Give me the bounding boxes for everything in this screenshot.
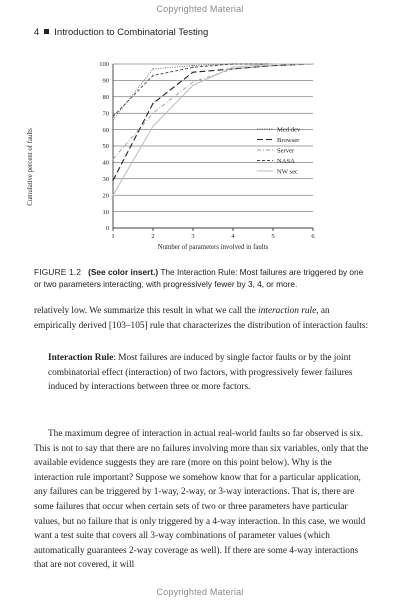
y-tick-label: 10 bbox=[102, 208, 109, 216]
interaction-rule-statement bbox=[48, 351, 366, 395]
copyright-watermark-bottom: Copyrighted Material bbox=[156, 587, 244, 597]
data-point bbox=[192, 65, 193, 66]
y-tick-label: 70 bbox=[102, 110, 109, 118]
data-point bbox=[152, 68, 153, 69]
x-tick-label: 6 bbox=[311, 233, 315, 240]
x-tick-label: 2 bbox=[151, 233, 155, 240]
x-axis-title: Number of parameters involved in faults bbox=[157, 244, 269, 251]
para1-text-end: , an empirically derived [103–105] rule that characterizes the distribution of interaction faults: bbox=[34, 306, 369, 331]
y-tick-label: 100 bbox=[99, 61, 109, 69]
y-tick-label: 30 bbox=[102, 176, 109, 183]
data-point bbox=[312, 63, 313, 64]
legend-label: Med dev bbox=[277, 126, 301, 134]
chapter-title: Introduction to Combinatorial Testing bbox=[54, 27, 209, 38]
legend-label: Server bbox=[277, 147, 295, 155]
data-point bbox=[112, 116, 113, 117]
y-tick-label: 50 bbox=[102, 143, 109, 151]
y-tick-label: 20 bbox=[102, 192, 109, 200]
cumulative-faults-chart bbox=[20, 52, 340, 262]
y-tick-label: 40 bbox=[102, 159, 109, 167]
y-tick-label: 0 bbox=[105, 225, 109, 233]
legend-label: Browser bbox=[277, 136, 300, 144]
data-point bbox=[112, 180, 113, 181]
figure-label: FIGURE 1.2 bbox=[34, 267, 82, 277]
y-tick-label: 90 bbox=[102, 77, 109, 85]
caption-text: The Interaction Rule: Most failures are triggered by one or two parameters interacting, with progressively fewer by 3, 4, or more. bbox=[34, 267, 364, 289]
interaction-rule-term: interaction rule bbox=[258, 306, 317, 316]
para1-text-start: relatively low. We summarize this result in what we call the bbox=[34, 306, 259, 316]
data-point bbox=[112, 119, 113, 120]
data-point bbox=[272, 63, 273, 64]
legend-label: NASA bbox=[277, 157, 295, 165]
body-paragraph-2: The maximum degree of interaction in actual real-world faults so far observed is six. This is not to say that there are no failures involving more than six variables, only that the available evidence suggests they are rare (more on this point below). Why is the interaction rule important? Suppose we somehow know that for a particular application, any failures can be triggered by 1-way, 2-way, or 3-way interactions. That is, there are some failures that occur when certain sets of two or three parameters have particular values, but no failure that is only triggered by a 4-way interaction. In this case, we would want a test suite that covers all 3-way combinations of parameter values (which automatically guarantees 2-way coverage as well). If there are some 4-way interactions that are not covered, it will bbox=[34, 429, 369, 571]
copyright-watermark-top: Copyrighted Material bbox=[156, 4, 244, 14]
y-axis-title: Cumulative percent of faults bbox=[27, 128, 34, 206]
body-paragraph-1 bbox=[34, 304, 370, 333]
square-bullet-icon bbox=[44, 29, 49, 34]
data-point bbox=[192, 67, 193, 68]
color-insert-note: (See color insert.) bbox=[88, 267, 159, 277]
x-tick-label: 1 bbox=[111, 233, 115, 240]
figure-caption bbox=[34, 266, 370, 290]
data-point bbox=[232, 67, 233, 68]
series-line-nasa bbox=[113, 64, 313, 117]
data-point bbox=[192, 72, 193, 73]
data-point bbox=[152, 75, 153, 76]
data-point bbox=[152, 113, 153, 114]
data-point bbox=[112, 195, 113, 196]
data-point bbox=[192, 85, 193, 86]
data-point bbox=[232, 68, 233, 69]
data-point bbox=[152, 103, 153, 104]
x-tick-label: 3 bbox=[191, 233, 195, 240]
x-tick-label: 5 bbox=[271, 233, 275, 240]
page-number: 4 bbox=[34, 27, 40, 38]
data-point bbox=[232, 63, 233, 64]
y-tick-label: 60 bbox=[102, 126, 109, 134]
x-tick-label: 4 bbox=[231, 233, 235, 240]
chart-legend bbox=[257, 126, 301, 175]
legend-label: NW sec bbox=[277, 168, 298, 176]
data-point bbox=[192, 81, 193, 82]
chart-grid bbox=[113, 64, 313, 228]
rule-text: : Most failures are induced by single factor faults or by the joint combinatorial effect (interaction) of two factors, with progressively fewer failures induced by interactions between three or more factors. bbox=[48, 353, 353, 393]
rule-label: Interaction Rule bbox=[48, 353, 114, 363]
data-point bbox=[152, 126, 153, 127]
series-line-server bbox=[113, 64, 313, 159]
series-line-med-dev bbox=[113, 64, 313, 120]
running-header bbox=[34, 27, 208, 38]
data-point bbox=[112, 159, 113, 160]
y-tick-label: 80 bbox=[102, 94, 109, 101]
data-point bbox=[272, 65, 273, 66]
